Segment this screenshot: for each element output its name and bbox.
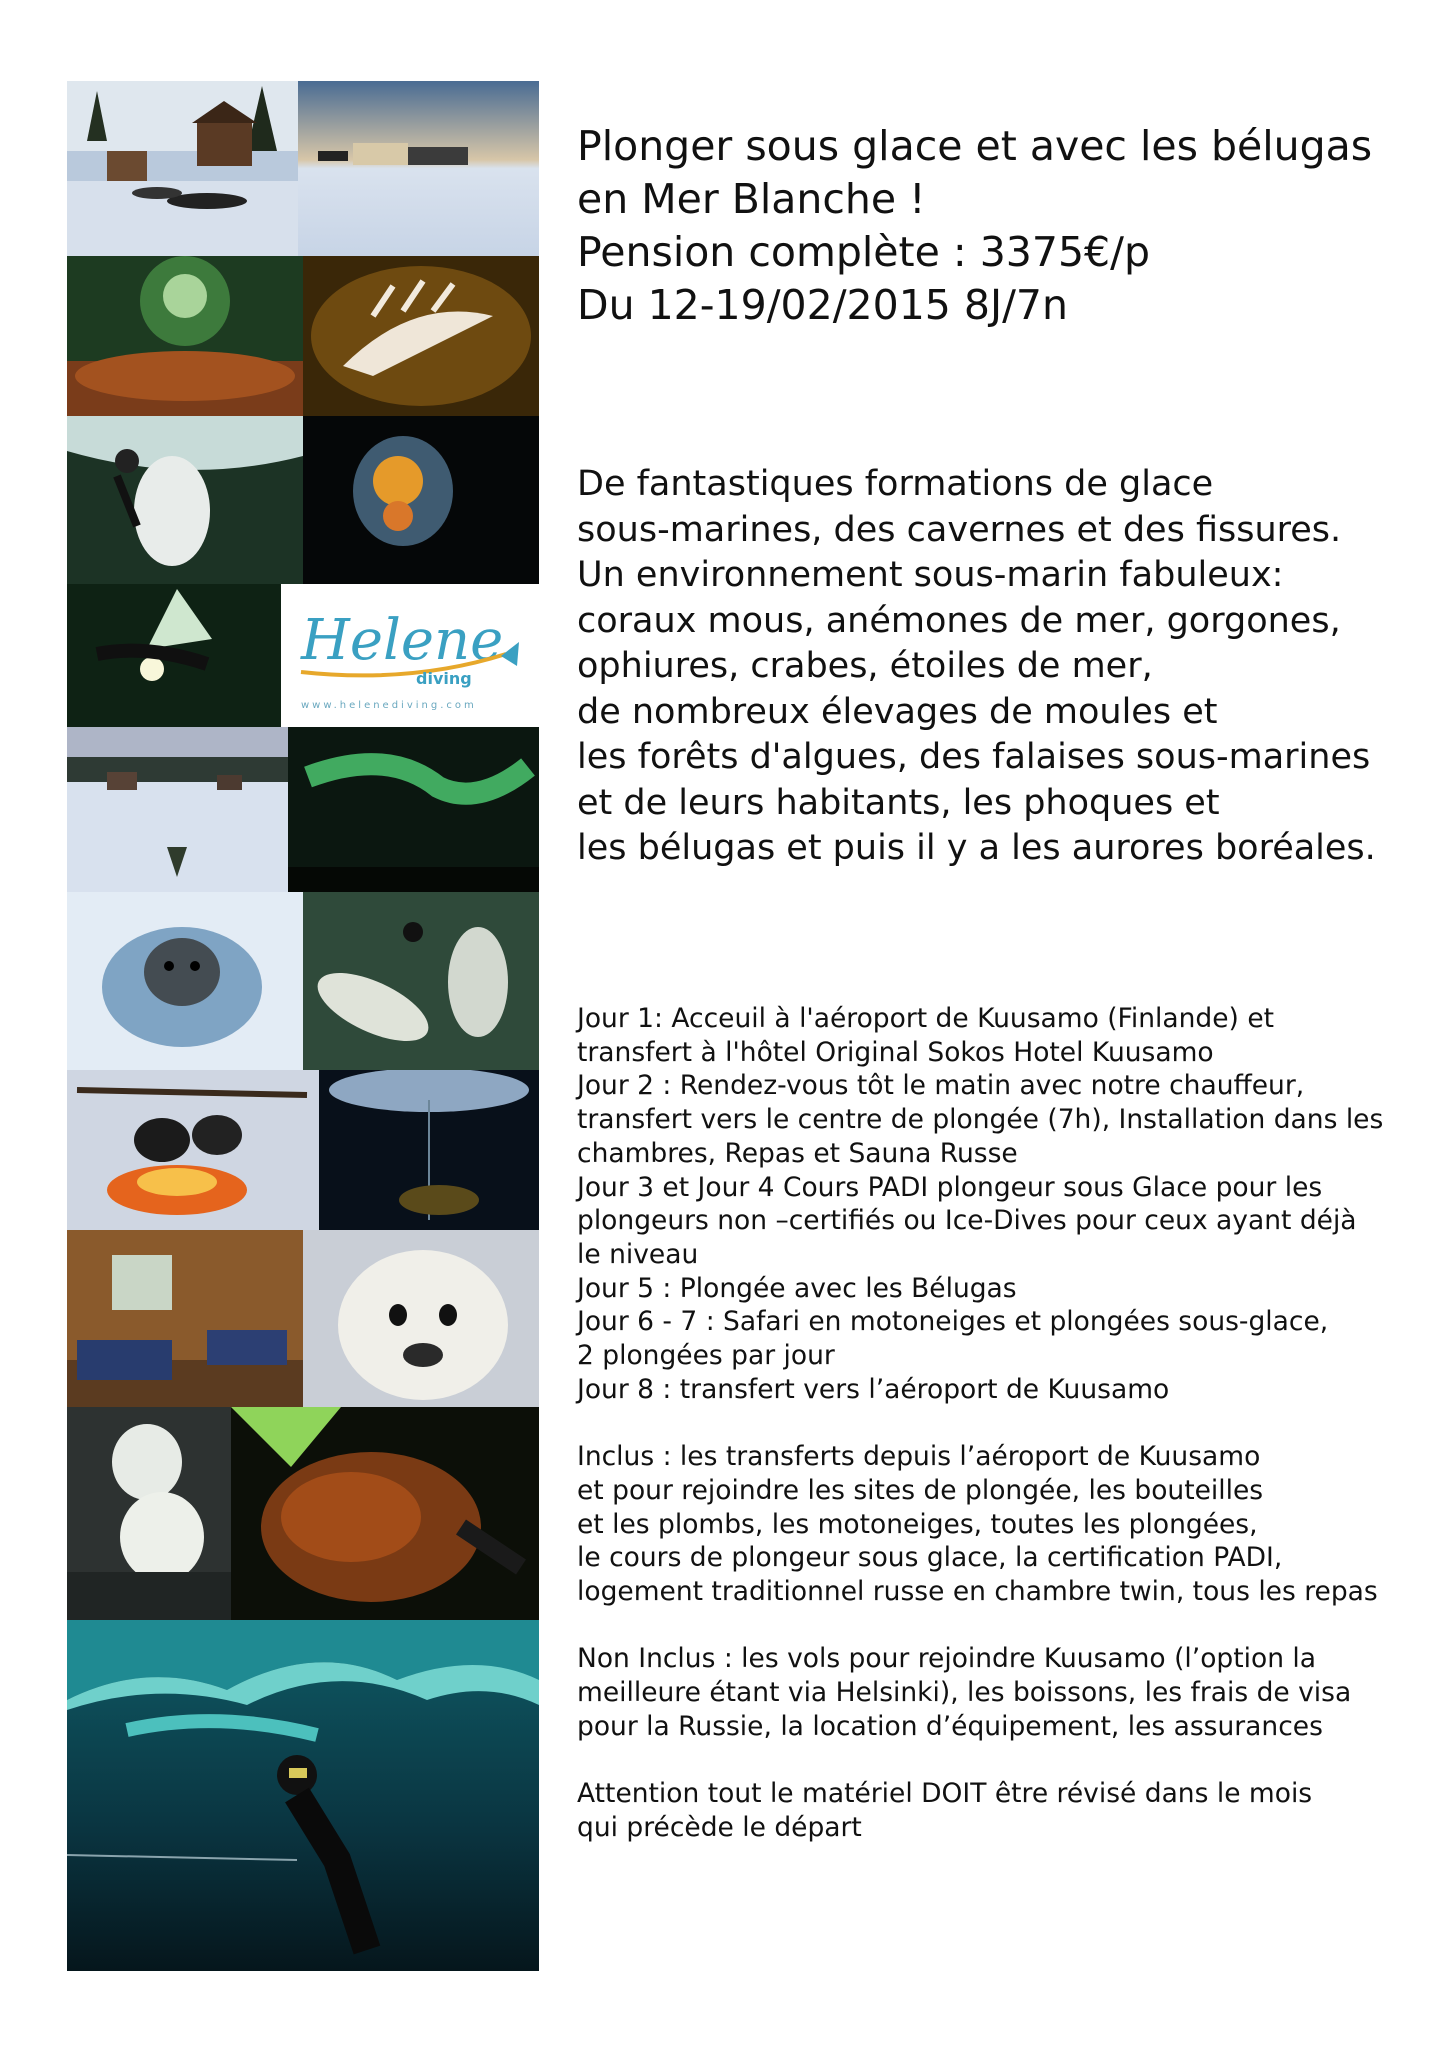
attention-line: qui précède le départ bbox=[577, 1811, 862, 1843]
photo-snowy-village bbox=[67, 727, 288, 892]
included-section bbox=[577, 1440, 1383, 1609]
intro-line: ophiures, crabes, étoiles de mer, bbox=[577, 646, 1153, 686]
included-line: Inclus : les transferts depuis l’aéroport de Kuusamo bbox=[577, 1441, 1261, 1473]
attention-line: Attention tout le matériel DOIT être révisé dans le mois bbox=[577, 1778, 1313, 1810]
spacer bbox=[577, 1406, 1383, 1440]
photo-collage bbox=[67, 81, 539, 1971]
photo-diver-under-ice bbox=[67, 1620, 539, 1971]
header-price: Pension complète : 3375€/p bbox=[577, 228, 1150, 276]
included-line: et pour rejoindre les sites de plongée, les bouteilles bbox=[577, 1474, 1264, 1506]
intro-line: sous-marines, des cavernes et des fissures. bbox=[577, 509, 1342, 550]
header-dates: Du 12-19/02/2015 8J/7n bbox=[577, 281, 1068, 329]
photo-cabin-room bbox=[67, 1230, 303, 1407]
not-included-line: meilleure étant via Helsinki), les boissons, les frais de visa bbox=[577, 1677, 1352, 1709]
photo-under-ice-light bbox=[319, 1070, 539, 1230]
program-line: transfert à l'hôtel Original Sokos Hotel Kuusamo bbox=[577, 1036, 1214, 1068]
program-line: Jour 2 : Rendez-vous tôt le matin avec notre chauffeur, bbox=[577, 1070, 1305, 1102]
offer-header-text bbox=[577, 120, 1427, 332]
photo-nudibranch bbox=[303, 256, 539, 416]
logo-tagline: diving bbox=[416, 669, 472, 688]
day-program bbox=[577, 1002, 1383, 1406]
included-line: logement traditionnel russe en chambre twin, tous les repas bbox=[577, 1575, 1378, 1607]
photo-underwater-ice-hole bbox=[67, 256, 303, 416]
intro-line: De fantastiques formations de glace bbox=[577, 464, 1214, 504]
photo-sea-angel bbox=[303, 416, 539, 584]
not-included-line: pour la Russie, la location d’équipement, les assurances bbox=[577, 1710, 1323, 1742]
photo-snow-camp bbox=[67, 81, 298, 256]
offer-header bbox=[577, 120, 1427, 332]
spacer bbox=[577, 1609, 1383, 1643]
program-line: transfert vers le centre de plongée (7h), Installation dans les bbox=[577, 1104, 1384, 1136]
header-title-line-2: en Mer Blanche ! bbox=[577, 175, 926, 223]
program-line: le niveau bbox=[577, 1238, 699, 1270]
program-line: Jour 5 : Plongée avec les Bélugas bbox=[577, 1272, 1017, 1304]
included-line: et les plombs, les motoneiges, toutes les plongées, bbox=[577, 1508, 1258, 1540]
not-included-section bbox=[577, 1642, 1383, 1743]
program-line: 2 plongées par jour bbox=[577, 1340, 835, 1372]
program-line: plongeurs non –certifiés ou Ice-Dives pour ceux ayant déjà bbox=[577, 1205, 1357, 1237]
intro-description bbox=[577, 462, 1376, 872]
helene-diving-logo bbox=[281, 584, 539, 727]
program-line: Jour 6 - 7 : Safari en motoneiges et plongées sous-glace, bbox=[577, 1306, 1329, 1338]
intro-line: Un environnement sous-marin fabuleux: bbox=[577, 555, 1284, 595]
intro-line: de nombreux élevages de moules et bbox=[577, 691, 1218, 732]
spacer bbox=[577, 1743, 1383, 1777]
logo-name: Helene bbox=[301, 608, 504, 673]
attention-note bbox=[577, 1777, 1383, 1844]
intro-line: coraux mous, anémones de mer, gorgones, bbox=[577, 600, 1341, 641]
photo-snowmobile-sled bbox=[298, 81, 539, 256]
photo-diver-corals bbox=[231, 1407, 539, 1620]
intro-line: les bélugas et puis il y a les aurores boréales. bbox=[577, 828, 1376, 868]
program-line: Jour 3 et Jour 4 Cours PADI plongeur sous Glace pour les bbox=[577, 1171, 1323, 1203]
program-line: Jour 1: Acceuil à l'aéroport de Kuusamo (Finlande) et bbox=[577, 1003, 1275, 1034]
intro-line: les forêts d'algues, des falaises sous-marines bbox=[577, 737, 1371, 777]
photo-campfire-cooking bbox=[67, 1070, 319, 1230]
photo-seal-ice-hole bbox=[67, 892, 303, 1070]
photo-belugas-surface bbox=[67, 1407, 231, 1620]
not-included-line: Non Inclus : les vols pour rejoindre Kuusamo (l’option la bbox=[577, 1643, 1317, 1675]
intro-line: et de leurs habitants, les phoques et bbox=[577, 782, 1220, 823]
program-line: Jour 8 : transfert vers l’aéroport de Kuusamo bbox=[577, 1373, 1170, 1405]
photo-beluga-diver bbox=[67, 416, 303, 584]
trip-details bbox=[577, 1002, 1383, 1845]
included-line: le cours de plongeur sous glace, la certification PADI, bbox=[577, 1542, 1283, 1574]
program-line: chambres, Repas et Sauna Russe bbox=[577, 1137, 1018, 1169]
photo-aurora bbox=[288, 727, 539, 892]
photo-diver-torch bbox=[67, 584, 281, 727]
header-title-line-1: Plonger sous glace et avec les bélugas bbox=[577, 122, 1373, 170]
logo-url: www.helenediving.com bbox=[301, 700, 477, 711]
photo-belugas-divers bbox=[303, 892, 539, 1070]
photo-seal-pup bbox=[303, 1230, 539, 1407]
